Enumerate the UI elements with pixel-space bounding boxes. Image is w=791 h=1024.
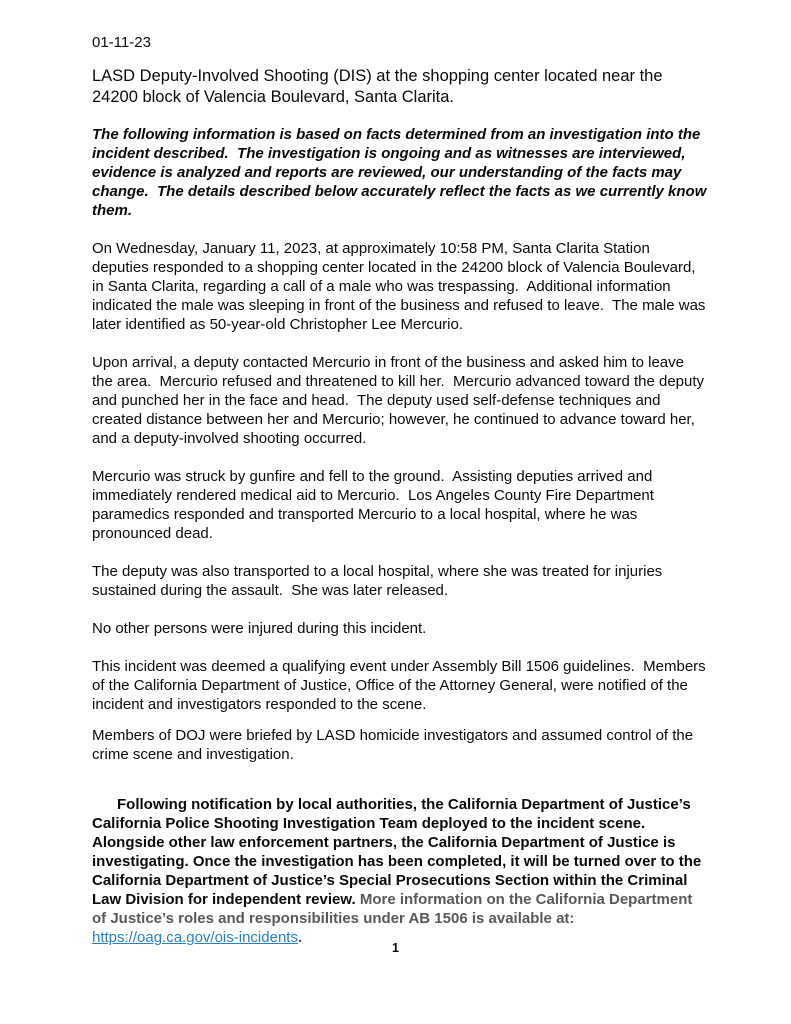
closing-bold-text: Following notification by local authorities, the California Department of Justice’s California Police Shooting Investigation Team deployed to the incident scene. Alongside other law enforcement partners, the California Department of Justice is investigating. Once the investigation has been completed, it will be turned over to the California Department of Justice’s Special Prosecutions Section within the Criminal Law Division for independent review. <box>92 796 706 908</box>
closing-info-text: More information on the California Department of Justice’s roles and responsibilities under AB 1506 is available at: <box>92 891 697 927</box>
page-number: 1 <box>392 941 399 955</box>
body-paragraph-6: This incident was deemed a qualifying event under Assembly Bill 1506 guidelines. Members of the California Department of Justice, Office of the Attorney General, were notified of the incident and investigators responded to the scene. <box>92 658 710 713</box>
body-paragraph-5: No other persons were injured during this incident. <box>92 620 427 637</box>
ois-incidents-link[interactable]: https://oag.ca.gov/ois-incidents <box>92 929 298 946</box>
closing-link-suffix: . <box>297 929 303 946</box>
document-content <box>92 33 711 966</box>
closing-paragraph <box>92 776 707 966</box>
body-paragraph-7: Members of DOJ were briefed by LASD homicide investigators and assumed control of the crime scene and investigation. <box>92 727 698 763</box>
body-paragraph-2: Upon arrival, a deputy contacted Mercurio in front of the business and asked him to leave the area. Mercurio refused and threatened to kill her. Mercurio advanced toward the deputy and punched her in the face and head. The deputy used self-defense techniques and created distance between her and Mercurio; however, he continued to advance toward her, and a deputy-involved shooting occurred. <box>92 354 709 447</box>
disclaimer-paragraph: The following information is based on facts determined from an investigation into the incident described. The investigation is ongoing and as witnesses are interviewed, evidence is analyzed and reports are reviewed, our understanding of the facts may change. The details described below accurately reflect the facts as we currently know them. <box>92 126 711 219</box>
document-date: 01-11-23 <box>92 34 151 51</box>
document-title: LASD Deputy-Involved Shooting (DIS) at the shopping center located near the 24200 block of Valencia Boulevard, Santa Clarita. <box>92 67 668 106</box>
body-paragraph-1: On Wednesday, January 11, 2023, at approximately 10:58 PM, Santa Clarita Station deputies responded to a shopping center located in the 24200 block of Valencia Boulevard, in Santa Clarita, regarding a call of a male who was trespassing. Additional information indicated the male was sleeping in front of the business and refused to leave. The male was later identified as 50-year-old Christopher Lee Mercurio. <box>92 240 710 333</box>
body-paragraph-4: The deputy was also transported to a local hospital, where she was treated for injuries sustained during the assault. She was later released. <box>92 563 667 599</box>
body-paragraph-3: Mercurio was struck by gunfire and fell to the ground. Assisting deputies arrived and immediately rendered medical aid to Mercurio. Los Angeles County Fire Department paramedics responded and transported Mercurio to a local hospital, where he was pronounced dead. <box>92 468 659 542</box>
